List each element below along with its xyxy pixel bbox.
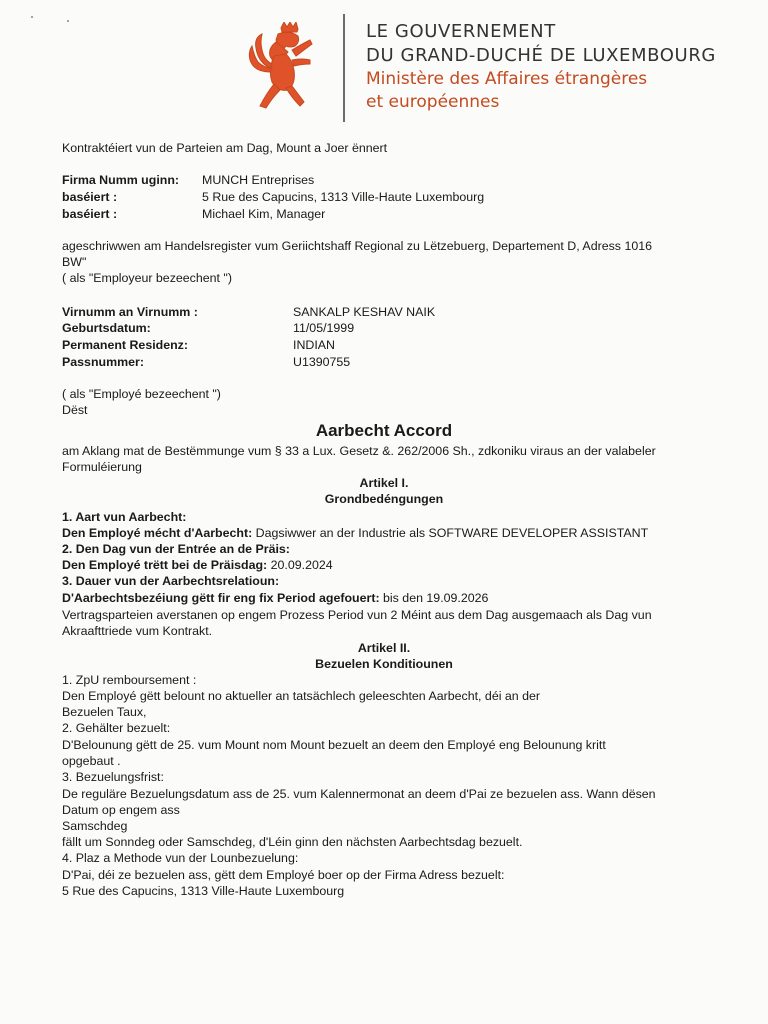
article2-point1-text-line2: Bezuelen Taux, <box>62 705 147 719</box>
article2-point3-title: 3. Bezuelungsfrist: <box>62 770 164 784</box>
government-header <box>366 20 716 114</box>
article1-section2-title: 2. Den Dag vun der Entrée an de Präis: <box>62 542 290 556</box>
contract-title: Aarbecht Accord <box>315 421 453 440</box>
article2-point3-text-line1: De reguläre Bezuelungsdatum ass de 25. vum Kalennermonat an deem d'Pai ze bezuelen ass. Wann dësen <box>62 787 656 801</box>
employer-representative-value: Michael Kim, Manager <box>202 207 326 221</box>
header-divider <box>343 14 345 122</box>
employee-name-value: SANKALP KESHAV NAIK <box>293 305 436 319</box>
article2-point3-text-line3: Samschdeg <box>62 819 128 833</box>
employer-register-line1: ageschriwwen am Handelsregister vum Geriichtshaff Regional zu Lëtzebuerg, Departement D, Adress 1016 <box>62 239 653 253</box>
ministry-name-line2: et européennes <box>366 92 500 112</box>
employee-residence-value: INDIAN <box>293 338 335 352</box>
employee-designation: ( als "Employé bezeechent ") <box>62 387 221 401</box>
article2-subheading: Bezuelen Konditiounen <box>315 657 453 671</box>
article1-section2-value: 20.09.2024 <box>267 558 333 572</box>
government-title-line2: DU GRAND-DUCHÉ DE LUXEMBOURG <box>366 45 716 66</box>
article1-section2-line <box>62 557 333 573</box>
contract-preamble-line1: am Aklang mat de Bestëmmunge vum § 33 a Lux. Gesetz &. 262/2006 Sh., zdkoniku viraus an der valabeler <box>62 444 656 458</box>
employee-dob-value: 11/05/1999 <box>293 321 355 335</box>
article1-section3-text-line2: Akraafttriede vum Kontrakt. <box>62 624 213 638</box>
article2-point3-text-line4: fällt um Sonndeg oder Samschdeg, d'Léin ginn den nächsten Aarbechtsdag bezuelt. <box>62 835 523 849</box>
article1-heading: Artikel I. <box>359 476 409 490</box>
article2-point4-title: 4. Plaz a Methode vun der Lounbezuelung: <box>62 851 299 865</box>
employee-dob-label: Geburtsdatum: <box>62 321 151 335</box>
employer-name-label: Firma Numm uginn: <box>62 173 180 187</box>
employer-address-value: 5 Rue des Capucins, 1313 Ville-Haute Luxembourg <box>202 190 485 204</box>
ministry-name-line1: Ministère des Affaires étrangères <box>366 69 648 89</box>
contract-preamble-line2: Formuléierung <box>62 460 142 474</box>
article1-subheading: Grondbedéngungen <box>324 492 444 506</box>
scan-speck <box>31 16 33 18</box>
article1-section3-line <box>62 590 488 606</box>
employer-name-value: MUNCH Entreprises <box>202 173 315 187</box>
employee-name-label: Virnumm an Virnumm : <box>62 305 198 319</box>
employee-passport-label: Passnummer: <box>62 355 144 369</box>
article2-point2-text-line2: opgebaut . <box>62 754 121 768</box>
employer-designation: ( als "Employeur bezeechent ") <box>62 271 232 285</box>
article1-section1-label: Den Employé mécht d'Aarbecht: <box>62 526 253 540</box>
article1-section3-text-line1: Vertragsparteien averstanen op engem Prozess Period vun 2 Méint aus dem Dag ausgemaach als Dag vun <box>62 608 652 622</box>
article1-section2-label: Den Employé trëtt bei de Präisdag: <box>62 558 268 572</box>
employee-passport-value: U1390755 <box>293 355 351 369</box>
scan-speck <box>67 20 69 22</box>
article2-point1-title: 1. ZpU remboursement : <box>62 673 197 687</box>
article1-section3-value: bis den 19.09.2026 <box>379 591 489 605</box>
article1-section3-title: 3. Dauer vun der Aarbechtsrelatioun: <box>62 574 280 588</box>
contract-intro: Kontraktéiert vun de Parteien am Dag, Mount a Joer ënnert <box>62 141 388 155</box>
dest-word: Dëst <box>62 403 88 417</box>
article2-heading: Artikel II. <box>357 641 411 655</box>
employer-address-label: baséiert : <box>62 190 118 204</box>
employer-register-line2: BW" <box>62 255 87 269</box>
article1-section1-title: 1. Aart vun Aarbecht: <box>62 510 187 524</box>
article2-point2-title: 2. Gehälter bezuelt: <box>62 721 171 735</box>
article2-point1-text-line1: Den Employé gëtt belount no aktueller an tatsächlech geleeschten Aarbecht, déi an der <box>62 689 541 703</box>
article2-point4-text-line2: 5 Rue des Capucins, 1313 Ville-Haute Luxembourg <box>62 884 345 898</box>
luxembourg-red-lion-coat-of-arms-icon <box>248 22 328 114</box>
article1-section3-label: D'Aarbechtsbezéiung gëtt fir eng fix Period agefouert: <box>62 591 380 605</box>
employer-representative-label: baséiert : <box>62 207 118 221</box>
article2-point2-text-line1: D'Belounung gëtt de 25. vum Mount nom Mount bezuelt an deem den Employé eng Belounung kritt <box>62 738 606 752</box>
article2-point4-text-line1: D'Pai, déi ze bezuelen ass, gëtt dem Employé boer op der Firma Adress bezuelt: <box>62 868 505 882</box>
government-title-line1: LE GOUVERNEMENT <box>366 21 556 42</box>
article1-section1-value: Dagsiwwer an der Industrie als SOFTWARE DEVELOPER ASSISTANT <box>252 526 649 540</box>
article1-section1-line <box>62 525 648 541</box>
article2-point3-text-line2: Datum op engem ass <box>62 803 180 817</box>
employee-residence-label: Permanent Residenz: <box>62 338 189 352</box>
